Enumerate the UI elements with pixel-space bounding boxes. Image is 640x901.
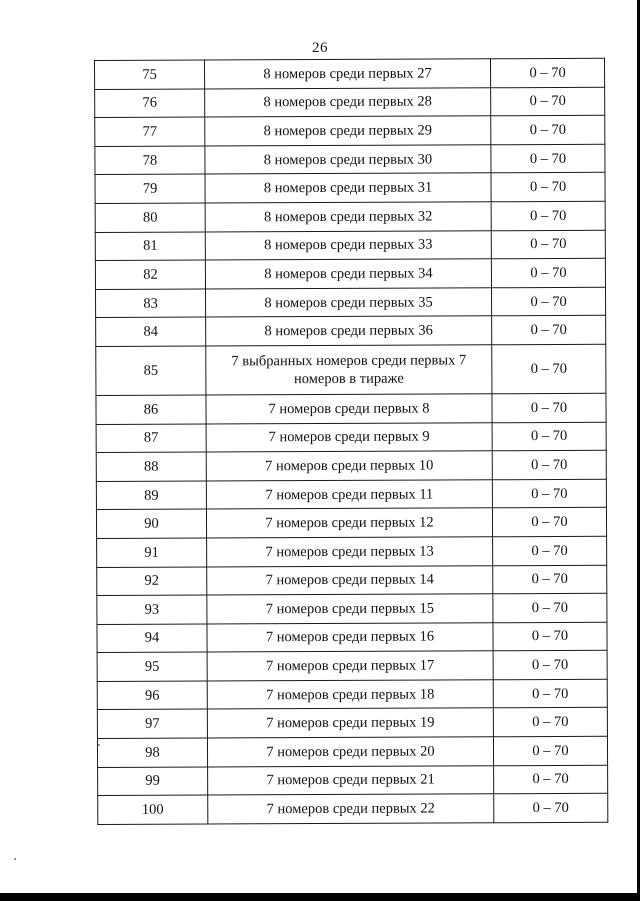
row-description-cell: 7 номеров среди первых 22 xyxy=(208,794,494,824)
table-row xyxy=(96,422,606,453)
row-number-cell: 82 xyxy=(95,260,205,289)
table-row xyxy=(98,794,608,825)
row-description-cell: 7 номеров среди первых 13 xyxy=(207,537,493,567)
row-number-cell: 83 xyxy=(96,289,206,318)
row-description-cell: 7 номеров среди первых 11 xyxy=(206,479,492,509)
row-range-cell: 0 – 70 xyxy=(493,736,607,765)
row-description-cell: 8 номеров среди первых 28 xyxy=(205,87,491,117)
page-number: 26 xyxy=(312,40,328,56)
row-range-cell: 0 – 70 xyxy=(491,201,605,230)
table-row xyxy=(97,736,607,767)
row-description-cell: 7 выбранных номеров среди первых 7 номеров в тираже xyxy=(206,345,492,395)
row-description-cell: 8 номеров среди первых 27 xyxy=(205,59,491,89)
row-description-cell: 7 номеров среди первых 10 xyxy=(206,451,492,481)
table-row xyxy=(96,479,606,510)
scan-speck xyxy=(14,858,16,860)
row-range-cell: 0 – 70 xyxy=(491,173,605,202)
row-range-cell: 0 – 70 xyxy=(493,622,607,651)
row-description-cell: 8 номеров среди первых 32 xyxy=(205,202,491,232)
row-range-cell: 0 – 70 xyxy=(493,565,607,594)
row-range-cell: 0 – 70 xyxy=(492,450,606,479)
row-number-cell: 94 xyxy=(97,624,207,653)
table-row xyxy=(95,87,605,118)
table-row xyxy=(97,565,607,596)
table-row xyxy=(96,287,606,318)
table-row xyxy=(95,173,605,204)
table-row xyxy=(96,316,606,347)
row-number-cell: 96 xyxy=(97,681,207,710)
row-description-cell: 7 номеров среди первых 17 xyxy=(207,651,493,681)
row-description-cell: 7 номеров среди первых 14 xyxy=(207,565,493,595)
row-number-cell: 79 xyxy=(95,174,205,203)
row-description-cell: 7 номеров среди первых 19 xyxy=(207,708,493,738)
row-range-cell: 0 – 70 xyxy=(494,794,608,823)
row-range-cell: 0 – 70 xyxy=(493,593,607,622)
row-range-cell: 0 – 70 xyxy=(493,651,607,680)
row-description-cell: 7 номеров среди первых 12 xyxy=(206,508,492,538)
row-description-cell: 7 номеров среди первых 20 xyxy=(207,737,493,767)
table-row xyxy=(95,144,605,175)
table-row xyxy=(97,536,607,567)
row-number-cell: 77 xyxy=(95,117,205,146)
row-range-cell: 0 – 70 xyxy=(491,258,605,287)
row-number-cell: 86 xyxy=(96,395,206,424)
row-description-cell: 8 номеров среди первых 30 xyxy=(205,145,491,175)
row-number-cell: 89 xyxy=(96,481,206,510)
row-number-cell: 80 xyxy=(95,203,205,232)
row-range-cell: 0 – 70 xyxy=(493,708,607,737)
row-range-cell: 0 – 70 xyxy=(491,230,605,259)
row-number-cell: 87 xyxy=(96,424,206,453)
row-description-cell: 8 номеров среди первых 34 xyxy=(205,259,491,289)
scan-speck xyxy=(98,744,100,746)
row-number-cell: 88 xyxy=(96,452,206,481)
table-row xyxy=(95,258,605,289)
table-row xyxy=(97,622,607,653)
table-row xyxy=(96,344,606,395)
row-description-cell: 8 номеров среди первых 31 xyxy=(205,173,491,203)
row-description-cell: 7 номеров среди первых 18 xyxy=(207,680,493,710)
row-range-cell: 0 – 70 xyxy=(494,765,608,794)
table-row xyxy=(96,450,606,481)
row-range-cell: 0 – 70 xyxy=(493,679,607,708)
row-description-cell: 7 номеров среди первых 21 xyxy=(208,765,494,795)
row-number-cell: 85 xyxy=(96,346,206,395)
row-description-cell: 7 номеров среди первых 16 xyxy=(207,622,493,652)
row-description-cell: 8 номеров среди первых 36 xyxy=(206,316,492,346)
table-container xyxy=(94,58,607,825)
row-number-cell: 76 xyxy=(95,89,205,118)
table-row xyxy=(95,201,605,232)
row-number-cell: 98 xyxy=(97,738,207,767)
table-row xyxy=(95,230,605,261)
row-description-cell: 8 номеров среди первых 33 xyxy=(205,230,491,260)
table-row xyxy=(97,651,607,682)
row-description-cell: 8 номеров среди первых 35 xyxy=(205,288,491,318)
row-range-cell: 0 – 70 xyxy=(491,87,605,116)
row-range-cell: 0 – 70 xyxy=(490,58,604,87)
table-row xyxy=(97,708,607,739)
row-range-cell: 0 – 70 xyxy=(491,144,605,173)
row-number-cell: 95 xyxy=(97,652,207,681)
table-row xyxy=(97,593,607,624)
table-row xyxy=(96,508,606,539)
row-range-cell: 0 – 70 xyxy=(492,344,606,393)
row-number-cell: 97 xyxy=(97,709,207,738)
row-range-cell: 0 – 70 xyxy=(492,316,606,345)
row-description-cell: 8 номеров среди первых 29 xyxy=(205,116,491,146)
row-number-cell: 100 xyxy=(98,795,208,824)
row-number-cell: 84 xyxy=(96,317,206,346)
row-number-cell: 78 xyxy=(95,146,205,175)
row-range-cell: 0 – 70 xyxy=(492,393,606,422)
row-range-cell: 0 – 70 xyxy=(492,479,606,508)
row-range-cell: 0 – 70 xyxy=(493,536,607,565)
row-range-cell: 0 – 70 xyxy=(491,287,605,316)
scan-edge-bottom xyxy=(0,893,640,901)
row-description-cell: 7 номеров среди первых 15 xyxy=(207,594,493,624)
prize-table xyxy=(94,58,608,825)
row-description-cell: 7 номеров среди первых 8 xyxy=(206,394,492,424)
row-range-cell: 0 – 70 xyxy=(492,508,606,537)
row-number-cell: 81 xyxy=(95,232,205,261)
row-number-cell: 92 xyxy=(97,567,207,596)
row-number-cell: 93 xyxy=(97,595,207,624)
row-range-cell: 0 – 70 xyxy=(491,115,605,144)
row-description-cell: 7 номеров среди первых 9 xyxy=(206,422,492,452)
table-row xyxy=(96,393,606,424)
table-row xyxy=(97,679,607,710)
table-row xyxy=(95,58,605,89)
table-row xyxy=(95,115,605,146)
row-number-cell: 75 xyxy=(95,60,205,89)
row-number-cell: 91 xyxy=(97,538,207,567)
row-range-cell: 0 – 70 xyxy=(492,422,606,451)
row-number-cell: 90 xyxy=(96,509,206,538)
table-row xyxy=(98,765,608,796)
table-body xyxy=(95,58,608,824)
row-number-cell: 99 xyxy=(98,767,208,796)
